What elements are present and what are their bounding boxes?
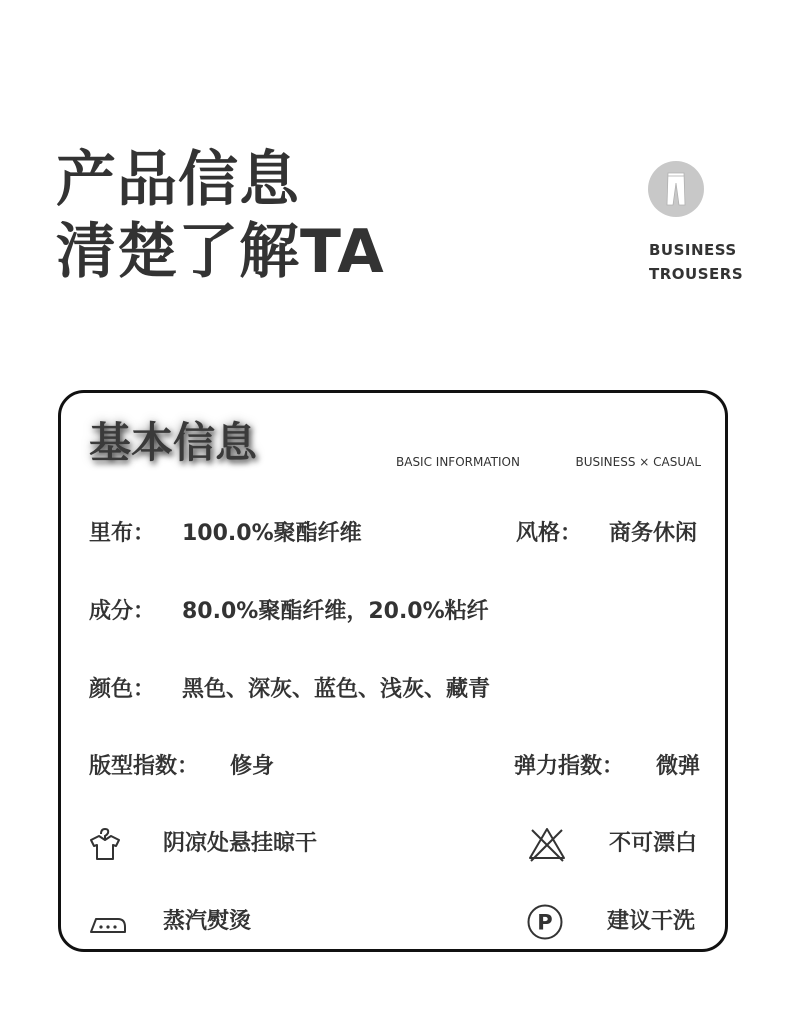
care-dryclean-text: 建议干洗 [607, 909, 696, 934]
page-title-line-1: 产品信息 [56, 145, 300, 215]
lining-label: 里布： [89, 521, 156, 546]
care-bleach-text: 不可漂白 [609, 831, 698, 856]
info-row-composition [61, 592, 725, 632]
dry-clean-p-icon [525, 902, 565, 942]
style-label: 风格： [516, 521, 583, 546]
info-row-fit [61, 747, 725, 787]
color-label: 颜色： [89, 677, 156, 702]
care-iron-text: 蒸汽熨烫 [163, 909, 252, 934]
category-label-line-2: TROUSERS [649, 265, 744, 283]
no-bleach-icon [527, 824, 567, 864]
hang-dry-icon [85, 824, 125, 864]
category-label [649, 238, 743, 286]
category-label-line-1: BUSINESS [649, 241, 737, 259]
color-value: 黑色、深灰、蓝色、浅灰、藏青 [182, 677, 491, 702]
care-dry-text: 阴凉处悬挂晾干 [163, 831, 318, 856]
fit-label: 版型指数： [89, 754, 200, 779]
care-row-2 [61, 902, 725, 942]
info-row-colors [61, 670, 725, 710]
style-value: 商务休闲 [609, 521, 698, 546]
trousers-icon [648, 161, 704, 217]
lining-value: 100.0%聚酯纤维 [182, 521, 362, 546]
card-title: 基本信息 [89, 418, 258, 467]
info-row-lining [61, 514, 725, 554]
care-row-1 [61, 824, 725, 864]
svg-text:P: P [537, 910, 553, 935]
steam-iron-icon [88, 902, 128, 942]
basic-info-card [58, 390, 728, 952]
card-subtitle-basic: BASIC INFORMATION [396, 455, 520, 469]
fit-value: 修身 [230, 754, 275, 779]
page-title-line-2: 清楚了解TA [56, 217, 385, 287]
composition-label: 成分： [89, 599, 156, 624]
stretch-value: 微弹 [656, 754, 701, 779]
stretch-label: 弹力指数： [514, 754, 625, 779]
card-subtitle-style: BUSINESS × CASUAL [575, 455, 701, 469]
composition-value: 80.0%聚酯纤维，20.0%粘纤 [182, 599, 489, 624]
